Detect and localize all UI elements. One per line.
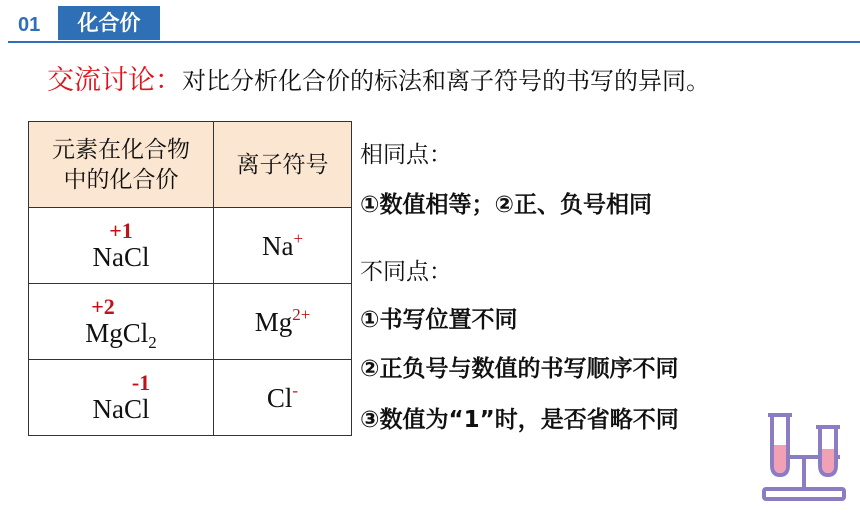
- heading-text: 对比分析化合价的标法和离子符号的书写的异同。: [182, 67, 710, 95]
- ion-symbol: Mg: [254, 307, 293, 337]
- table-row: [29, 284, 352, 360]
- compound-formula: NaCl: [92, 242, 150, 272]
- header-ion-symbol: 离子符号: [214, 122, 352, 208]
- same-points-item: ①数值相等；②正、负号相同: [360, 192, 652, 218]
- ion-charge: +: [293, 229, 304, 248]
- formula-main: MgCl: [85, 318, 149, 348]
- header-valence-line2: 中的化合价: [63, 166, 179, 193]
- table-row: [29, 208, 352, 284]
- ion-cell: [214, 360, 352, 436]
- ion-cell: [214, 208, 352, 284]
- compound-formula: NaCl: [92, 394, 150, 424]
- table-row: [29, 360, 352, 436]
- section-number: 01: [18, 14, 41, 36]
- valence-cell: [29, 284, 214, 360]
- section-title: 化合价: [58, 6, 160, 40]
- valence-value: +1: [109, 218, 133, 243]
- discussion-heading: [47, 58, 710, 97]
- comparison-table: [28, 121, 352, 436]
- formula-subscript: 2: [148, 333, 157, 352]
- ion-charge: 2+: [292, 305, 311, 324]
- ion-cell: [214, 284, 352, 360]
- valence-value: -1: [131, 370, 151, 395]
- ion-symbol: Na: [261, 231, 294, 261]
- header-valence: [29, 122, 214, 208]
- ion-symbol: Cl: [266, 383, 293, 413]
- valence-cell: [29, 208, 214, 284]
- diff-point-item: ②正负号与数值的书写顺序不同: [360, 356, 679, 382]
- table-header-row: [29, 122, 352, 208]
- diff-points-title: 不同点：: [360, 259, 452, 285]
- header-rule: [8, 41, 860, 43]
- lab-test-tubes-icon: [756, 405, 852, 505]
- diff-point-item: ①书写位置不同: [360, 307, 518, 333]
- heading-prefix: 交流讨论：: [47, 65, 182, 96]
- same-points-title: 相同点：: [360, 142, 452, 168]
- compound-formula: [29, 318, 213, 353]
- diff-point-item: ③数值为“1”时，是否省略不同: [360, 407, 679, 433]
- valence-value: +2: [91, 294, 115, 319]
- valence-cell: [29, 360, 214, 436]
- header-valence-line1: 元素在化合物: [52, 136, 190, 163]
- ion-charge: -: [292, 381, 299, 400]
